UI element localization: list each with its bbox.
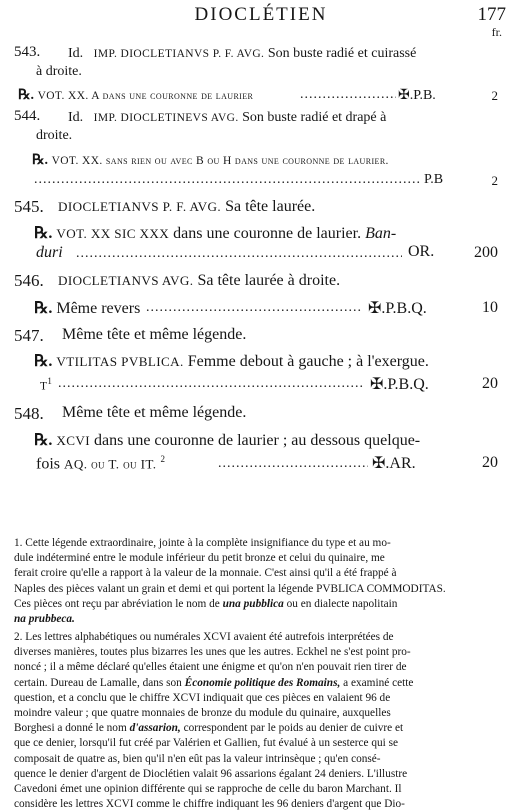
footnote-line: Ces pièces ont reçu par abréviation le nom de una pubblica ou en dialecte napolitain bbox=[14, 597, 398, 610]
mint-mark: ✠.P.B.Q. bbox=[368, 300, 427, 317]
footnote-line: moindre valeur ; que quatre monnaies de bronze du module du quinaire, auxquelles bbox=[14, 707, 391, 720]
leader-dots bbox=[146, 300, 362, 316]
reverse-line: ℞. XCVI dans une couronne de laurier ; au dessous quelque- bbox=[34, 432, 421, 449]
exergue-letter: $T^1$ bbox=[40, 376, 52, 393]
footnote-line: considère les lettres XCVI comme le chiffre indiquant les 96 deniers d'argent que Dio- bbox=[14, 798, 405, 811]
value-unit-label: fr. bbox=[491, 25, 502, 39]
obverse-line: DIOCLETIANVS P. F. AVG. Sa tête laurée. bbox=[58, 198, 316, 215]
footnote-line: 1. Cette légende extraordinaire, jointe à la complète insignifiance du type et au mo- bbox=[14, 537, 391, 549]
leader-dots bbox=[58, 376, 364, 392]
leader-dots bbox=[218, 456, 368, 472]
obverse-line: Même tête et même légende. bbox=[62, 326, 247, 343]
value: 20 bbox=[482, 375, 498, 392]
entry-number: 543. bbox=[14, 44, 41, 60]
obverse-line-2: droite. bbox=[36, 128, 73, 143]
footnote-line: quence le denier d'argent de Dioclétien valait 96 assarions égalant 24 deniers. L'illustre bbox=[14, 767, 408, 780]
entry-number: 545. bbox=[14, 197, 44, 216]
entry-number: 544. bbox=[14, 108, 41, 124]
reverse-line: ℞. VOT. XX. A dans une couronne de laurier bbox=[18, 88, 254, 103]
obverse-line: DIOCLETIANVS AVG. Sa tête laurée à droite. bbox=[58, 272, 341, 289]
reverse-line-2: fois AQ. ou T. ou IT. $^2$ bbox=[36, 454, 165, 473]
footnote-line: Naples des pièces valant un grain et demi et qui portent la légende PVBLICA COMMODITAS. bbox=[14, 582, 446, 595]
obverse-line-2: à droite. bbox=[36, 64, 82, 79]
footnote-line: na prubbeca. bbox=[14, 613, 75, 626]
footnote-line: Borghesi a donné le nom d'assarion, correspondent par le poids au denier de cuivre et bbox=[14, 722, 404, 735]
entry-number: 546. bbox=[14, 271, 44, 290]
mint-mark: ✠.AR. bbox=[372, 455, 416, 472]
footnote-line: composait de quatre as, bien qu'il n'en eût pas la valeur intrinsèque ; qu'en consé- bbox=[14, 752, 381, 765]
metal-mark: OR. bbox=[408, 243, 435, 260]
footnote-line: ferait croire qu'elle a rapport à la valeur de la monnaie. C'est ainsi qu'il a été frappé à bbox=[14, 567, 397, 580]
footnote-1 bbox=[14, 536, 510, 627]
leader-dots bbox=[34, 172, 420, 188]
reverse-line-2: duri bbox=[36, 244, 63, 261]
value: 200 bbox=[474, 244, 498, 261]
reverse-line: ℞. VOT. XX SIC XXX dans une couronne de laurier. Ban- bbox=[34, 225, 397, 242]
footnote-line: diverses manières, toutes plus bizarres les unes que les autres. Eckhel ne s'est point pro- bbox=[14, 646, 411, 659]
value: 2 bbox=[491, 173, 498, 188]
mint-mark: ✠.P.B.Q. bbox=[370, 376, 429, 393]
obverse-line: Même tête et même légende. bbox=[62, 404, 247, 421]
value: 20 bbox=[482, 454, 498, 471]
leader-dots bbox=[76, 246, 402, 262]
reverse-line: ℞. VOT. XX. sans rien ou avec B ou H dans une couronne de laurier. bbox=[32, 153, 389, 168]
footnote-line: noncé ; il a même déclaré qu'elles étaient une énigme et qu'on n'en pouvait rien tirer de bbox=[14, 661, 407, 674]
value: 2 bbox=[491, 88, 498, 103]
obverse-line: Id. IMP. DIOCLETINEVS AVG. Son buste radié et drapé à bbox=[68, 110, 387, 125]
footnote-2 bbox=[14, 630, 510, 812]
footnote-line: 2. Les lettres alphabétiques ou numérales XCVI avaient été autrefois interprétées de bbox=[14, 631, 394, 643]
page-title: DIOCLÉTIEN bbox=[194, 4, 328, 25]
entry-number: 547. bbox=[14, 326, 44, 345]
reverse-line: ℞. Même revers bbox=[34, 300, 141, 317]
footnote-line: Cavedoni émet une opinion différente qui se rapproche de celle du baron Marchant. Il bbox=[14, 783, 402, 796]
footnote-line: dule indéterminé entre le module inférieur du petit bronze et celui du quinaire, me bbox=[14, 552, 385, 565]
reverse-line: ℞. VTILITAS PVBLICA. Femme debout à gauche ; à l'exergue. bbox=[34, 353, 429, 370]
obverse-line: Id. IMP. DIOCLETIANVS P. F. AVG. Son buste radié et cuirassé bbox=[68, 46, 417, 61]
footnote-line: question, et a conclu que le chiffre XCVI indiquait que ces pièces en valaient 96 de bbox=[14, 691, 391, 704]
leader-dots bbox=[300, 87, 396, 103]
entry-number: 548. bbox=[14, 404, 44, 423]
mint-mark: ✠.P.B. bbox=[398, 88, 436, 103]
footnote-line: que ce denier, lorsqu'il fut créé par Valérien et Gallien, fut évalué à un sesterce qui se bbox=[14, 737, 399, 750]
value: 10 bbox=[482, 299, 498, 316]
mint-mark: P.B bbox=[424, 172, 444, 187]
footnote-line: certain. Dureau de Lamalle, dans son Économie politique des Romains, a examiné cette bbox=[14, 676, 414, 689]
page-number: 177 bbox=[477, 4, 506, 25]
